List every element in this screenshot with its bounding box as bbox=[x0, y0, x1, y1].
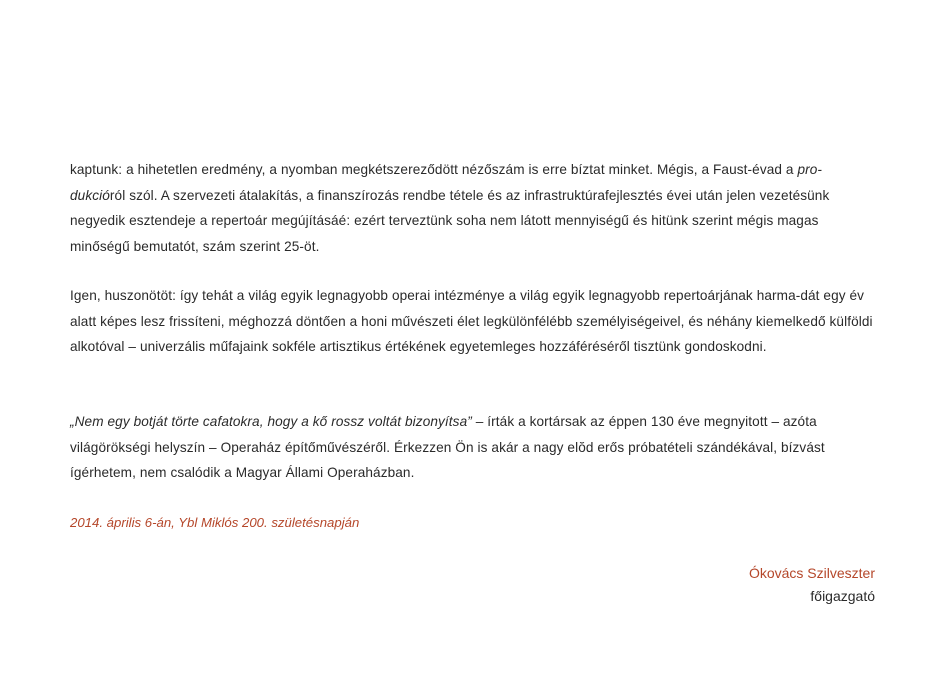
paragraph-1 bbox=[70, 157, 880, 259]
signature-block bbox=[749, 562, 875, 608]
paragraph-3 bbox=[70, 409, 880, 486]
paragraph-1-italic-b: dukció bbox=[70, 187, 110, 203]
date-line: 2014. április 6-án, Ybl Miklós 200. születésnapján bbox=[70, 515, 360, 530]
paragraph-2 bbox=[70, 283, 880, 360]
paragraph-1-text-b: ról szól. A szervezeti átalakítás, a finanszírozás rendbe tétele és az infrastruktúrafejlesztés évei után jelen vezetésünk negyedik esztendeje a repertoár megújításáé: ezért terveztünk soha nem látott mennyiségű és hitünk szerint mégis magas minőségű bemutatót, szám szerint 25-öt. bbox=[70, 187, 830, 254]
paragraph-1-text-a: kaptunk: a hihetetlen eredmény, a nyomban megkétszereződött nézőszám is erre bíztat minket. Mégis, a Faust-évad a bbox=[70, 162, 798, 177]
paragraph-1-italic-a: pro- bbox=[797, 162, 823, 177]
paragraph-2-text: Igen, huszonötöt: így tehát a világ egyik legnagyobb operai intézménye a világ egyik legnagyobb repertoárjának harma-dát egy év alatt képes lesz frissíteni, méghozzá döntően a honi művészeti élet legkülönfélébb személyiségeivel, és néhány kiemelkedő külföldi alkotóval – univerzális műfajaink sokféle artisztikus értékének egyetemleges hozzáféréséről tisztünk gondoskodni. bbox=[70, 288, 873, 354]
paragraph-3-text: – írták a kortársak az éppen 130 éve megnyitott – azóta világörökségi helyszín – Operaház építőművészéről. Érkezzen Ön is akár a nagy elŏd erős próbatételi szándékával, bízvást ígérhetem, nem csalódik a Magyar Állami Operaházban. bbox=[70, 414, 825, 480]
paragraph-3-quote: „Nem egy botját törte cafatokra, hogy a kő rossz voltát bizonyítsa” bbox=[70, 414, 472, 429]
signature-name: Ókovács Szilveszter bbox=[748, 565, 875, 581]
signature-title: főigazgató bbox=[810, 588, 875, 604]
